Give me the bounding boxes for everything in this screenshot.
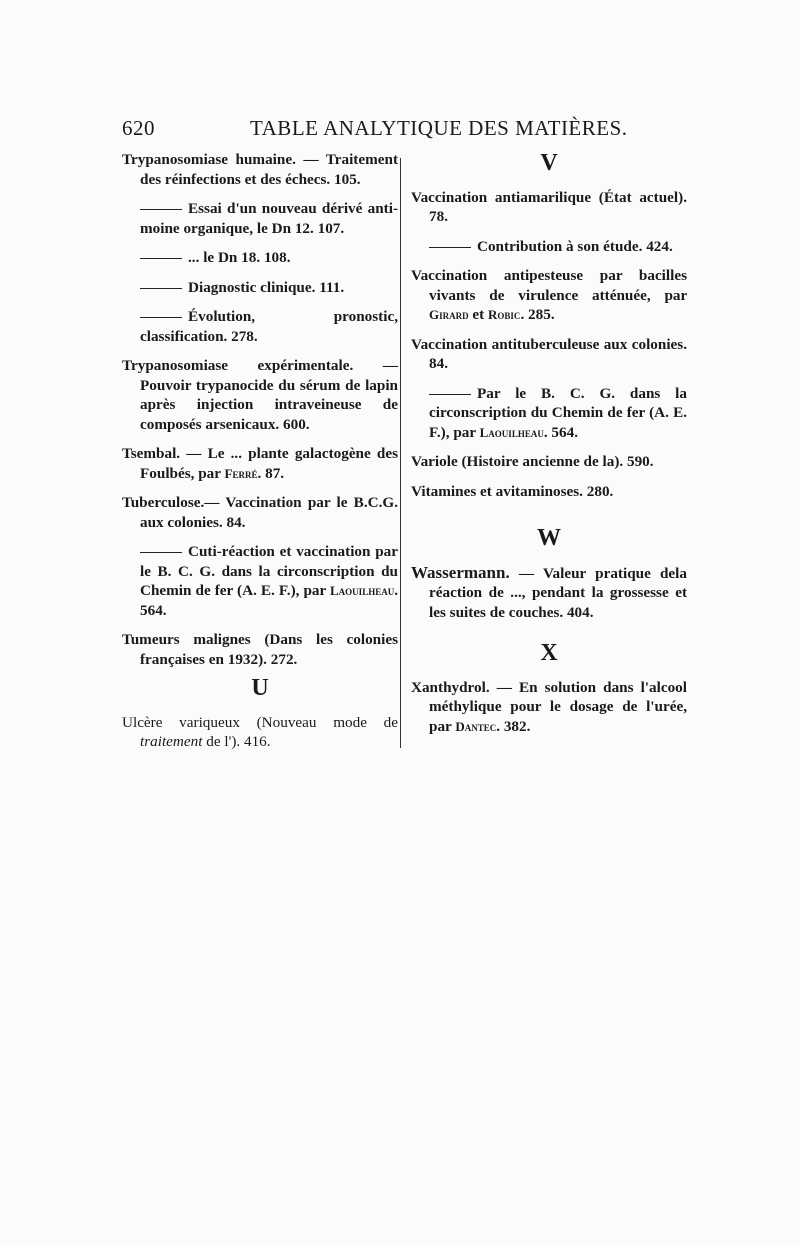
index-entry: [122, 444, 398, 483]
index-entry: [411, 482, 687, 502]
entry-text: — Valeur pratique dela réaction de ..., pendant la grossesse et les suites de couches. 404.: [429, 564, 687, 621]
dash-rule: [140, 552, 182, 553]
entry-text: Vitamines et avitaminoses. 280.: [411, 482, 614, 500]
entry-text: et: [472, 306, 485, 323]
entry-text: Par le B. C. G. dans la circonscription du Chemin de fer (A. E. F.), par: [429, 384, 687, 441]
section-letter-v: V: [540, 150, 558, 176]
author-name: Dantec: [455, 718, 497, 734]
dash-rule: [140, 258, 182, 259]
index-entry: [411, 563, 687, 623]
dash-rule: [140, 317, 182, 318]
entry-text: Variole (Histoire ancienne de la). 590.: [411, 453, 654, 470]
page-header: [122, 116, 670, 146]
entry-text: Évolution, pronostic, classification. 278.: [140, 308, 398, 345]
author-name: Laouilheau: [330, 583, 395, 598]
index-subentry: [122, 542, 398, 620]
column-divider: [400, 158, 401, 748]
index-entry: [411, 678, 687, 737]
entry-text: Tuberculose.— Vaccination par le B.C.G. aux colonies. 84.: [122, 494, 398, 531]
section-letter-w: W: [537, 525, 561, 551]
page-ref: 105.: [334, 170, 361, 188]
index-entry: [411, 266, 687, 325]
entry-text: de l'). 416.: [206, 733, 271, 750]
dash-rule: [140, 209, 182, 210]
index-entry: [411, 188, 687, 227]
page-ref: . 87.: [257, 464, 285, 482]
index-subentry: [411, 237, 687, 257]
entry-heading: Wassermann.: [411, 562, 510, 582]
author-name: Ferré: [224, 465, 258, 481]
entry-italic: traitement: [140, 733, 203, 750]
entry-text: Contribution à son étude. 424.: [477, 237, 673, 255]
index-subentry: [122, 199, 398, 238]
author-name: Girard: [429, 307, 469, 322]
entry-text: Trypanosomiase expérimentale. — Pouvoir trypanocide du sérum de lapin après injection intraveineuse de composés arsenicaux. 600.: [122, 357, 398, 433]
entry-text: Cuti-réaction et vaccination par le B. C. G. dans la circonscription du Chemin de fer (A. E. F.), par: [140, 543, 398, 599]
index-entry: [122, 150, 398, 189]
dash-rule: [429, 247, 471, 248]
entry-text: Tsembal. — Le ... plante galactogène des Foulbés, par: [122, 445, 398, 482]
entry-text: Vaccination antiamarilique (État actuel). 78.: [411, 188, 687, 225]
running-title: TABLE ANALYTIQUE DES MATIÈRES.: [250, 116, 628, 140]
index-entry: [122, 356, 398, 434]
entry-text: Tumeurs malignes (Dans les colonies françaises en 1932). 272.: [122, 631, 398, 668]
entry-text: Diagnostic clinique. 111.: [188, 278, 345, 296]
index-entry: [122, 630, 398, 669]
page-ref: . 285.: [520, 306, 555, 323]
entry-text: Ulcère variqueux (Nouveau mode de: [122, 713, 398, 731]
author-name: Robic: [488, 307, 521, 322]
entry-text: Trypanosomiase humaine. — Traitement des réinfections et des échecs.: [122, 151, 398, 188]
page-number: 620: [122, 116, 155, 140]
page-ref: . 382.: [496, 717, 531, 735]
author-name: Laouilheau: [479, 424, 544, 440]
entry-text: Vaccination antipesteuse par bacilles vivants de virulence atténuée, par: [411, 267, 687, 304]
index-subentry: [122, 248, 398, 268]
dash-rule: [140, 288, 182, 289]
page-ref: . 564.: [543, 423, 578, 441]
right-column: [411, 150, 687, 746]
index-subentry: [411, 384, 687, 443]
index-entry: [122, 713, 398, 752]
entry-text: ... le Dn 18. 108.: [188, 249, 291, 266]
dash-rule: [429, 394, 471, 395]
section-letter-x: X: [540, 640, 558, 666]
entry-text: Essai d'un nouveau dérivé anti-moine organique, le Dn 12. 107.: [140, 200, 398, 237]
section-letter-u: U: [251, 675, 269, 701]
page-ref: . 564.: [140, 582, 398, 619]
index-entry: [411, 335, 687, 374]
entry-text: Vaccination antituberculeuse aux colonies. 84.: [411, 335, 687, 372]
index-subentry: [122, 307, 398, 346]
index-entry: [411, 452, 687, 472]
entry-text: Xanthydrol. — En solution dans l'alcool méthylique pour le dosage de l'urée, par: [411, 678, 687, 735]
left-column: [122, 150, 398, 762]
index-subentry: [122, 278, 398, 298]
index-entry: [122, 493, 398, 532]
